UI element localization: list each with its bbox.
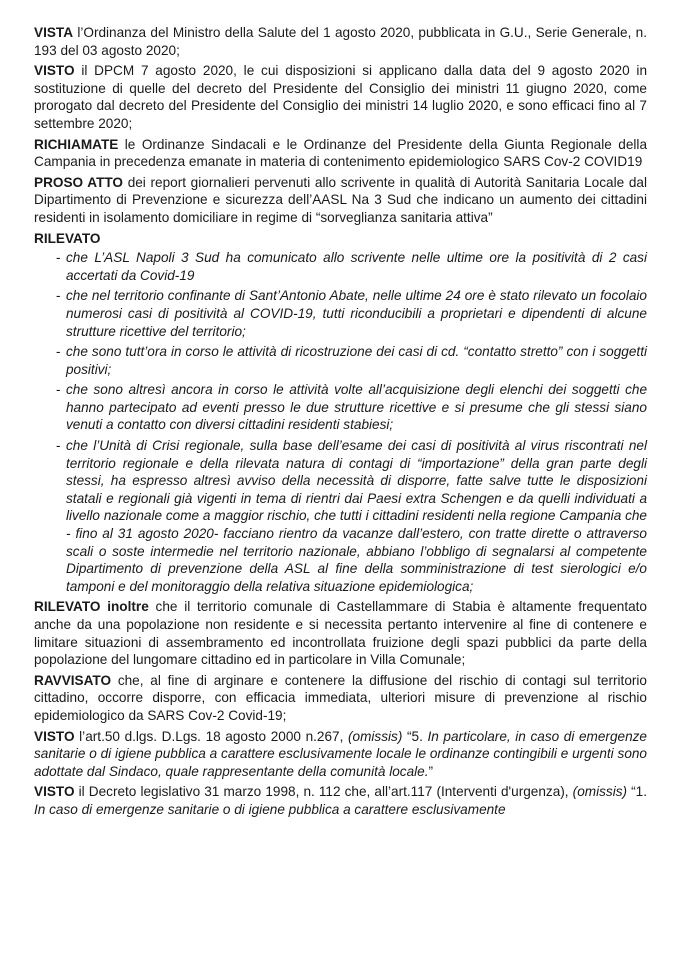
keyword-rilevato-inoltre: RILEVATO inoltre xyxy=(34,599,149,615)
keyword-visto: VISTO xyxy=(34,784,75,800)
quote-open: “1. xyxy=(627,784,648,800)
heading-rilevato: RILEVATO xyxy=(34,230,101,246)
paragraph-richiamate xyxy=(34,136,647,171)
quote-open: “5. xyxy=(402,728,428,744)
quote-close: ” xyxy=(428,763,434,779)
paragraph-rilevato-inoltre xyxy=(34,598,647,668)
paragraph-ravvisato xyxy=(34,672,647,725)
keyword-visto: VISTO xyxy=(34,728,75,744)
keyword-proso-atto: PROSO ATTO xyxy=(34,174,124,190)
paragraph-text: l’Ordinanza del Ministro della Salute del 1 agosto 2020, pubblicata in G.U., Serie Generale, n. 193 del 03 agosto 2020; xyxy=(34,25,647,58)
keyword-richiamate: RICHIAMATE xyxy=(34,136,119,152)
paragraph-visto-tuel xyxy=(34,728,647,781)
omissis-text: (omissis) xyxy=(572,784,628,800)
list-item: - che l’Unità di Crisi regionale, sulla base dell’esame dei casi di positività al virus riscontrati nel territorio regionale e della rilevata natura di contagi di “importazione” della gran parte degli stessi, ha espresso altresì avviso della necessità di disporre, fatte salve tutte le disposizioni statali e regionali già vigenti in tema di rientri dai Paesi extra Schengen e da quelli individuati a livello nazionale come a maggior rischio, che tutti i cittadini residenti nella regione Campania che - fino al 31 agosto 2020- facciano rientro da vacanze dall’estero, con tratte dirette o attraverso scali o soste intermedie nel territorio nazionale, abbiano l’obbligo di segnalarsi al competente Dipartimento di prevenzione della ASL al fine della somministrazione di test sierologici e/o tamponi e del monitoraggio della relativa situazione epidemiologica; xyxy=(56,437,647,595)
list-item: - che sono tutt’ora in corso le attività di ricostruzione dei casi di cd. “contatto stretto” con i soggetti positivi; xyxy=(56,343,647,378)
paragraph-vista xyxy=(34,24,647,59)
paragraph-text: dei report giornalieri pervenuti allo scrivente in qualità di Autorità Sanitaria Locale dal Dipartimento di Prevenzione e sicurezza dell’AASL Na 3 Sud che indicano un aumento dei cittadini residenti in isolamento domiciliare in regime di “sorveglianza sanitaria attiva” xyxy=(34,174,647,225)
paragraph-visto-dpcm xyxy=(34,62,647,132)
omissis-text: (omissis) xyxy=(348,728,403,744)
list-item: - che nel territorio confinante di Sant’Antonio Abate, nelle ultime 24 ore è stato rilevato un focolaio numerosi casi di positività al COVID-19, tutti riconducibili a proprietari e dipendenti di alcune strutture ricettive del territorio; xyxy=(56,287,647,340)
keyword-vista: VISTA xyxy=(34,25,74,40)
paragraph-text: che, al fine di arginare e contenere la diffusione del rischio di contagi sul territorio cittadino, occorre disporre, con efficacia immediata, ulteriori misure di prevenzione al rischio epidemiologico da SARS Cov-2 Covid-19; xyxy=(34,672,647,723)
paragraph-text: il Decreto legislativo 31 marzo 1998, n. 112 che, all’art.117 (Interventi d'urgenza), xyxy=(74,784,573,800)
keyword-visto: VISTO xyxy=(34,63,75,79)
paragraph-text: che il territorio comunale di Castellammare di Stabia è altamente frequentato anche da una popolazione non residente e si necessita pertanto intervenire al fine di contenere e limitare situazioni di assembramento ed incontrollata fruizione degli spazi pubblici da parte della popolazione del lungomare cittadino ed in particolare in Villa Comunale; xyxy=(34,599,647,668)
paragraph-text: l’art.50 d.lgs. D.Lgs. 18 agosto 2000 n.267, xyxy=(74,728,348,744)
paragraph-proso-atto xyxy=(34,174,647,227)
list-item: - che L’ASL Napoli 3 Sud ha comunicato allo scrivente nelle ultime ore la positività di 2 casi accertati da Covid-19 xyxy=(56,249,647,284)
paragraph-visto-decreto xyxy=(34,783,647,818)
paragraph-text: il DPCM 7 agosto 2020, le cui disposizioni si applicano dalla data del 9 agosto 2020 in sostituzione di quelle del decreto del Presidente del Consiglio dei ministri 11 giugno 2020, come prorogato dal decreto del Presidente del Consiglio dei ministri 14 luglio 2020, e sono efficaci fino al 7 settembre 2020; xyxy=(34,63,647,131)
rilevato-list xyxy=(34,249,647,595)
paragraph-text: le Ordinanze Sindacali e le Ordinanze del Presidente della Giunta Regionale della Campania in precedenza emanate in materia di contenimento epidemiologico SARS Cov-2 COVID19 xyxy=(34,136,647,170)
keyword-ravvisato: RAVVISATO xyxy=(34,672,112,688)
quote-text: In caso di emergenze sanitarie o di igiene pubblica a carattere esclusivamente xyxy=(34,801,506,817)
quote-text: In particolare, in caso di emergenze sanitarie o di igiene pubblica a carattere esclusivamente locale le ordinanze contingibili e urgenti sono adottate dal Sindaco, quale rappresentante della comunità locale. xyxy=(34,728,647,779)
list-item: - che sono altresì ancora in corso le attività volte all’acquisizione degli elenchi dei soggetti che hanno partecipato ad eventi presso le due strutture ricettive e si presume che gli stessi siano venuti a contatto con diversi cittadini residenti stabiesi; xyxy=(56,381,647,434)
